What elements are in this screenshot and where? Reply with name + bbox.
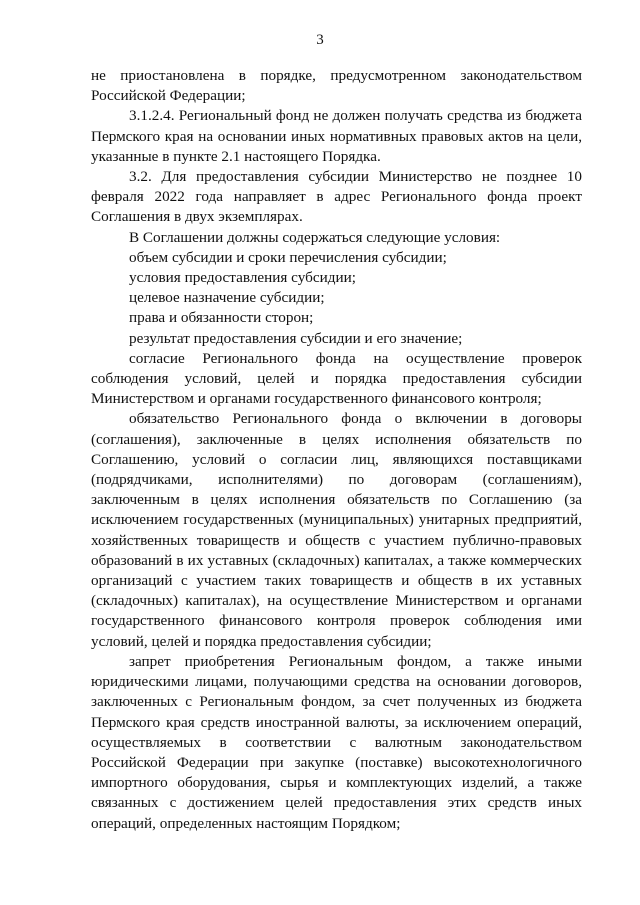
- paragraph: В Соглашении должны содержаться следующие условия:: [129, 228, 501, 246]
- document-body: [91, 66, 582, 834]
- list-item: права и обязанности сторон;: [129, 309, 314, 327]
- list-item: объем субсидии и сроки перечисления субсидии;: [129, 248, 447, 266]
- list-item: условия предоставления субсидии;: [129, 269, 356, 287]
- list-item: согласие Регионального фонда на осуществление проверок соблюдения условий, целей и порядка предоставления субсидии Министерством и органами государственного финансового контроля;: [91, 349, 582, 408]
- paragraph: не приостановлена в порядке, предусмотренном законодательством Российской Федерации;: [91, 67, 582, 105]
- list-item: обязательство Регионального фонда о включении в договоры (соглашения), заключенные в целях исполнения обязательств по Соглашению, условий о согласии лиц, являющихся поставщиками (подрядчиками, исполнителями) по договорам (соглашениям), заключенным в целях исполнения обязательств по Соглашению (за исключением государственных (муниципальных) унитарных предприятий, хозяйственных товариществ и обществ с участием публично-правовых образований в их уставных (складочных) капиталах, а также коммерческих организаций с участием таких товариществ и обществ в их уставных (складочных) капиталах), на осуществление Министерством и органами государственного финансового контроля проверок соблюдения ими условий, целей и порядка предоставления субсидии;: [91, 410, 582, 650]
- list-item: запрет приобретения Региональным фондом, а также иными юридическими лицами, получающими средства на основании договоров, заключенных с Региональным фондом, за счет полученных из бюджета Пермского края средств иностранной валюты, за исключением операций, осуществляемых в соответствии с валютным законодательством Российской Федерации при закупке (поставке) высокотехнологичного импортного оборудования, сырья и комплектующих изделий, а также связанных с достижением целей предоставления этих средств иных операций, определенных настоящим Порядком;: [91, 652, 582, 832]
- paragraph: 3.2. Для предоставления субсидии Министерство не позднее 10 февраля 2022 года направляет в адрес Регионального фонда проект Соглашения в двух экземплярах.: [91, 168, 582, 226]
- paragraph: 3.1.2.4. Региональный фонд не должен получать средства из бюджета Пермского края на основании иных нормативных правовых актов на цели, указанные в пункте 2.1 настоящего Порядка.: [91, 107, 582, 165]
- list-item: результат предоставления субсидии и его значение;: [129, 329, 463, 347]
- page-number: 3: [316, 32, 324, 48]
- list-item: целевое назначение субсидии;: [129, 289, 325, 307]
